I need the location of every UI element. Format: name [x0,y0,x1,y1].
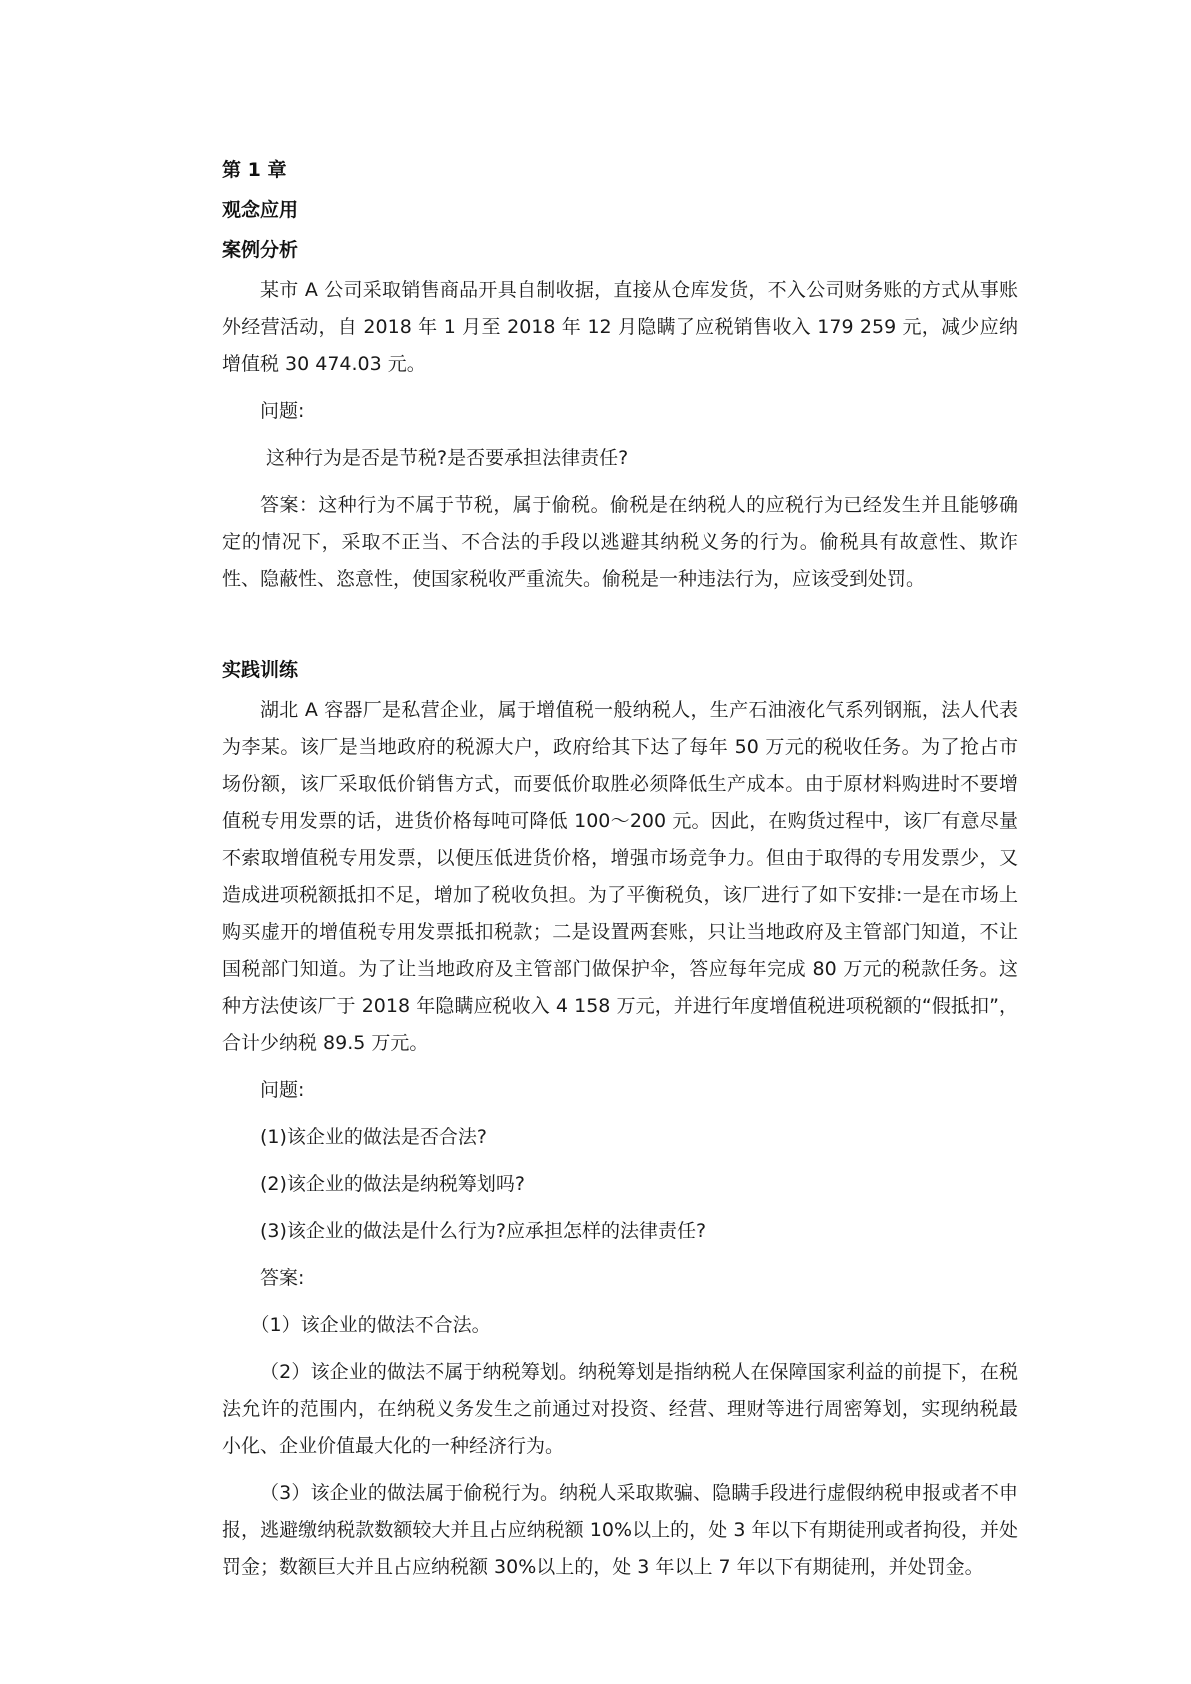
case-question: 这种行为是否是节税?是否要承担法律责任? [266,447,629,469]
document-page [222,150,1018,1586]
practice-answer-3: （3）该企业的做法属于偷税行为。纳税人采取欺骗、隐瞒手段进行虚假纳税申报或者不申报，逃避缴纳税款数额较大并且占应纳税额 10%以上的，处 3 年以下有期徒刑或者拘役，并处罚金；数额巨大并且占应纳税额 30%以上的，处 3 年以上 7 年以下有期徒刑，并处罚金。 [222,1482,1018,1578]
practice-answer-label: 答案: [260,1267,305,1289]
practice-paragraph: 湖北 A 容器厂是私营企业，属于增值税一般纳税人，生产石油液化气系列钢瓶，法人代表为李某。该厂是当地政府的税源大户，政府给其下达了每年 50 万元的税收任务。为了抢占市场份额，该厂采取低价销售方式，而要低价取胜必须降低生产成本。由于原材料购进时不要增值税专用发票的话，进货价格每吨可降低 100～200 元。因此，在购货过程中，该厂有意尽量不索取增值税专用发票，以便压低进货价格，增强市场竞争力。但由于取得的专用发票少，又造成进项税额抵扣不足，增加了税收负担。为了平衡税负，该厂进行了如下安排:一是在市场上购买虚开的增值税专用发票抵扣税款；二是设置两套账，只让当地政府及主管部门知道，不让国税部门知道。为了让当地政府及主管部门做保护伞，答应每年完成 80 万元的税款任务。这种方法使该厂于 2018 年隐瞒应税收入 4 158 万元，并进行年度增值税进项税额的“假抵扣”，合计少纳税 89.5 万元。 [222,699,1018,1054]
practice-answer-1: （1）该企业的做法不合法。 [250,1314,491,1336]
practice-answer-2: （2）该企业的做法不属于纳税筹划。纳税筹划是指纳税人在保障国家利益的前提下，在税法允许的范围内，在纳税义务发生之前通过对投资、经营、理财等进行周密筹划，实现纳税最小化、企业价值最大化的一种经济行为。 [222,1361,1018,1457]
practice-question-1: (1)该企业的做法是否合法? [260,1126,487,1148]
section-concept-heading: 观念应用 [222,199,299,221]
practice-question-3: (3)该企业的做法是什么行为?应承担怎样的法律责任? [260,1220,707,1242]
chapter-title: 第 1 章 [222,159,287,181]
practice-question-label: 问题: [260,1079,305,1101]
case-paragraph: 某市 A 公司采取销售商品开具自制收据，直接从仓库发货，不入公司财务账的方式从事账外经营活动，自 2018 年 1 月至 2018 年 12 月隐瞒了应税销售收入 179 259 元，减少应纳增值税 30 474.03 元。 [222,279,1018,375]
section-case-heading: 案例分析 [222,239,299,261]
section-practice-heading: 实践训练 [222,659,299,681]
practice-question-2: (2)该企业的做法是纳税筹划吗? [260,1173,525,1195]
case-question-label: 问题: [260,400,305,422]
case-answer: 答案：这种行为不属于节税，属于偷税。偷税是在纳税人的应税行为已经发生并且能够确定的情况下，采取不正当、不合法的手段以逃避其纳税义务的行为。偷税具有故意性、欺诈性、隐蔽性、恣意性，使国家税收严重流失。偷税是一种违法行为，应该受到处罚。 [222,494,1018,590]
